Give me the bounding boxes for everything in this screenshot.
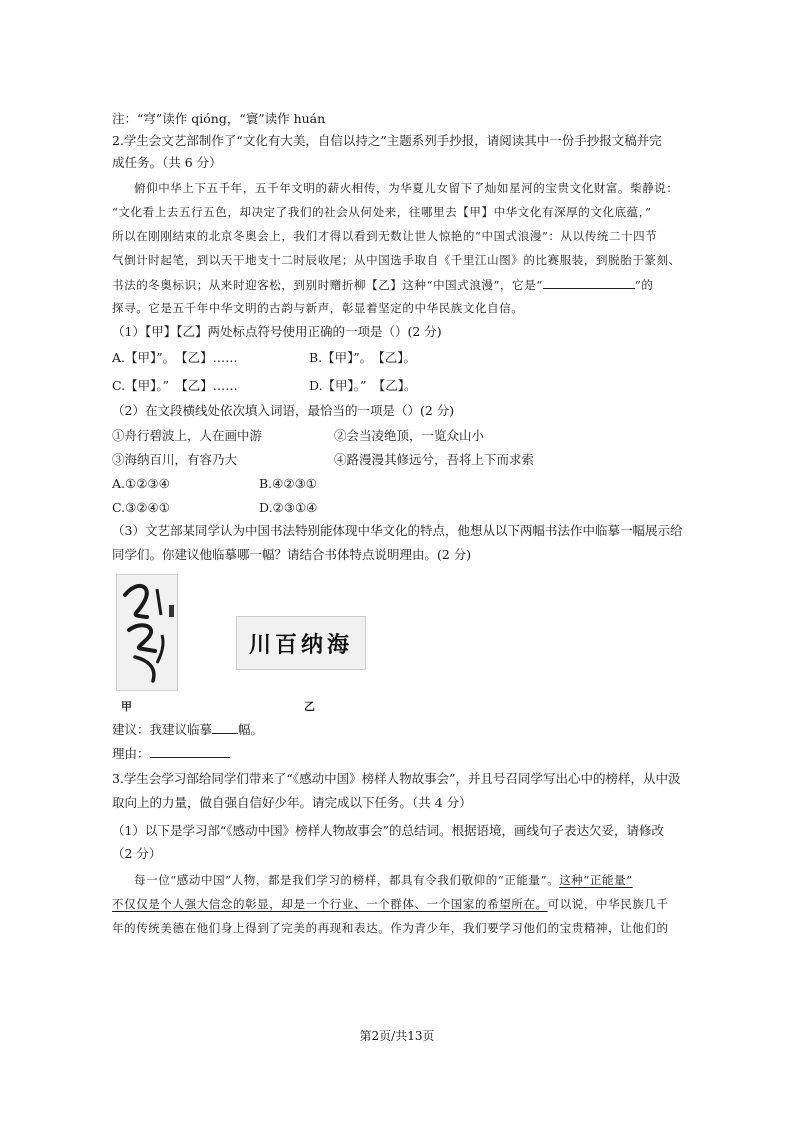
- q2-sub2-option-a[interactable]: A.①②③④: [112, 476, 170, 491]
- q2-sub3-stem-line2: 同学们。你建议他临摹哪一幅？请结合书体特点说明理由。(2 分): [112, 547, 472, 562]
- image-yi-calligraphy-text: 川百纳海: [248, 632, 353, 658]
- q2-sub1-option-a[interactable]: A.【甲】”。 【乙】……: [112, 350, 238, 365]
- q2-passage-line2: “文化看上去五行五色，却决定了我们的社会从何处来，往哪里去【甲】中华文化有深厚的文化底蕴，”: [112, 205, 652, 219]
- q2-sub3-stem-line1: （3）文艺部某同学认为中国书法特别能体现中华文化的特点，他想从以下两幅书法作中临摹一幅展示给: [112, 523, 683, 538]
- q3-title-line1: 3.学生会学习部给同学们带来了“《感动中国》榜样人物故事会”，并且号召同学写出心中的榜样，从中汲: [112, 771, 681, 786]
- q2-sub2-item3: ③海纳百川，有容乃大: [112, 452, 238, 467]
- q3-title-line2: 取向上的力量，做自强自信好少年。请完成以下任务。（共 4 分）: [112, 795, 472, 810]
- q3-passage-line2-text: 可以说，中华民族几千: [547, 897, 669, 911]
- q2-sub2-item4: ④路漫漫其修远兮，吾将上下而求索: [334, 452, 535, 467]
- suggestion-blank[interactable]: [212, 721, 238, 734]
- q2-sub2-item1: ①舟行碧波上，人在画中游: [112, 428, 263, 443]
- reason-line: [112, 745, 230, 762]
- q2-fill-blank[interactable]: [543, 276, 635, 289]
- q2-title-line2: 成任务。（共 6 分）: [112, 155, 222, 170]
- reason-blank[interactable]: [150, 745, 230, 758]
- q2-passage-line5: [112, 276, 653, 293]
- q2-passage-line5-end: ”的: [634, 278, 654, 292]
- q2-passage-line5-text: 书法的冬奥标识；从来时迎客松，到别时赠折柳【乙】这种“中国式浪漫”，它是“: [112, 278, 543, 292]
- q2-sub1-option-b[interactable]: B.【甲】”。 【乙】。: [309, 350, 417, 365]
- q2-sub1-option-c[interactable]: C.【甲】。” 【乙】……: [112, 378, 238, 393]
- q3-sub1-stem-line2: （2 分）: [112, 846, 162, 861]
- page-number-footer: 第2页/共13页: [359, 1029, 435, 1043]
- calligraphy-image-yi: [236, 616, 366, 670]
- reason-label: 理由：: [112, 746, 150, 761]
- image-yi-label: 乙: [304, 700, 315, 713]
- q3-passage-line1-text: 每一位“感动中国”人物，都是我们学习的榜样，都具有令我们敬仰的“正能量”。: [134, 873, 560, 887]
- suggestion-line: [112, 721, 263, 738]
- q2-passage-line1: 俯仰中华上下五千年，五千年文明的薪火相传，为华夏儿女留下了灿如星河的宝贵文化财富。柴静说：: [134, 181, 679, 195]
- suggestion-suffix: 幅。: [238, 722, 264, 737]
- q2-sub1-stem: （1）【甲】【乙】两处标点符号使用正确的一项是（）(2 分): [112, 324, 442, 339]
- q2-passage-line4: 气倒计时起笔，到以天干地支十二时辰收尾；从中国选手取自《千里江山图》的比赛服装，到脱胎于篆刻、: [112, 253, 681, 267]
- q3-sub1-stem-line1: （1）以下是学习部“《感动中国》榜样人物故事会”的总结词。根据语境，画线句子表达欠妥，请修改: [112, 823, 664, 838]
- q3-underlined-sentence-part1: 这种“正能量”: [559, 873, 633, 887]
- suggestion-prefix: 建议：我建议临摹: [112, 722, 213, 737]
- q2-sub1-option-d[interactable]: D.【甲】。” 【乙】。: [309, 378, 417, 393]
- q2-sub2-stem: （2）在文段横线处依次填入词语，最恰当的一项是（）(2 分): [112, 403, 455, 418]
- image-jia-label: 甲: [121, 700, 132, 713]
- q2-title-line1: 2.学生会文艺部制作了“文化有大美，自信以持之”主题系列手抄报，请阅读其中一份手抄报文稿并完: [112, 133, 662, 148]
- q2-sub2-item2: ②会当凌绝顶，一览众山小: [334, 428, 485, 443]
- q2-sub2-option-b[interactable]: B.④②③①: [259, 476, 317, 491]
- q2-sub2-option-c[interactable]: C.③②④①: [112, 500, 170, 515]
- calligraphy-image-jia: [116, 574, 178, 691]
- q2-passage-line3: 所以在刚刚结束的北京冬奥会上，我们才得以看到无数让世人惊艳的“中国式浪漫”：从以传统二十四节: [112, 229, 658, 243]
- pronunciation-note: 注：“穹”读作 qióng，“寰”读作 huán: [112, 111, 326, 126]
- q3-passage-line2: [112, 896, 669, 912]
- cursive-calligraphy-icon: [117, 575, 177, 690]
- q3-passage-line1: [134, 872, 633, 888]
- q3-passage-line3: 年的传统美德在他们身上得到了完美的再现和表达。作为青少年，我们要学习他们的宝贵精神，让他们的: [112, 921, 669, 935]
- q2-sub2-option-d[interactable]: D.②③①④: [259, 500, 318, 515]
- q2-passage-line6: 探寻。它是五千年中华文明的古韵与新声，彰显着坚定的中华民族文化自信。: [112, 301, 524, 315]
- q3-underlined-sentence-part2: 不仅仅是个人强大信念的彰显，却是一个行业、一个群体、一个国家的希望所在。: [112, 897, 548, 911]
